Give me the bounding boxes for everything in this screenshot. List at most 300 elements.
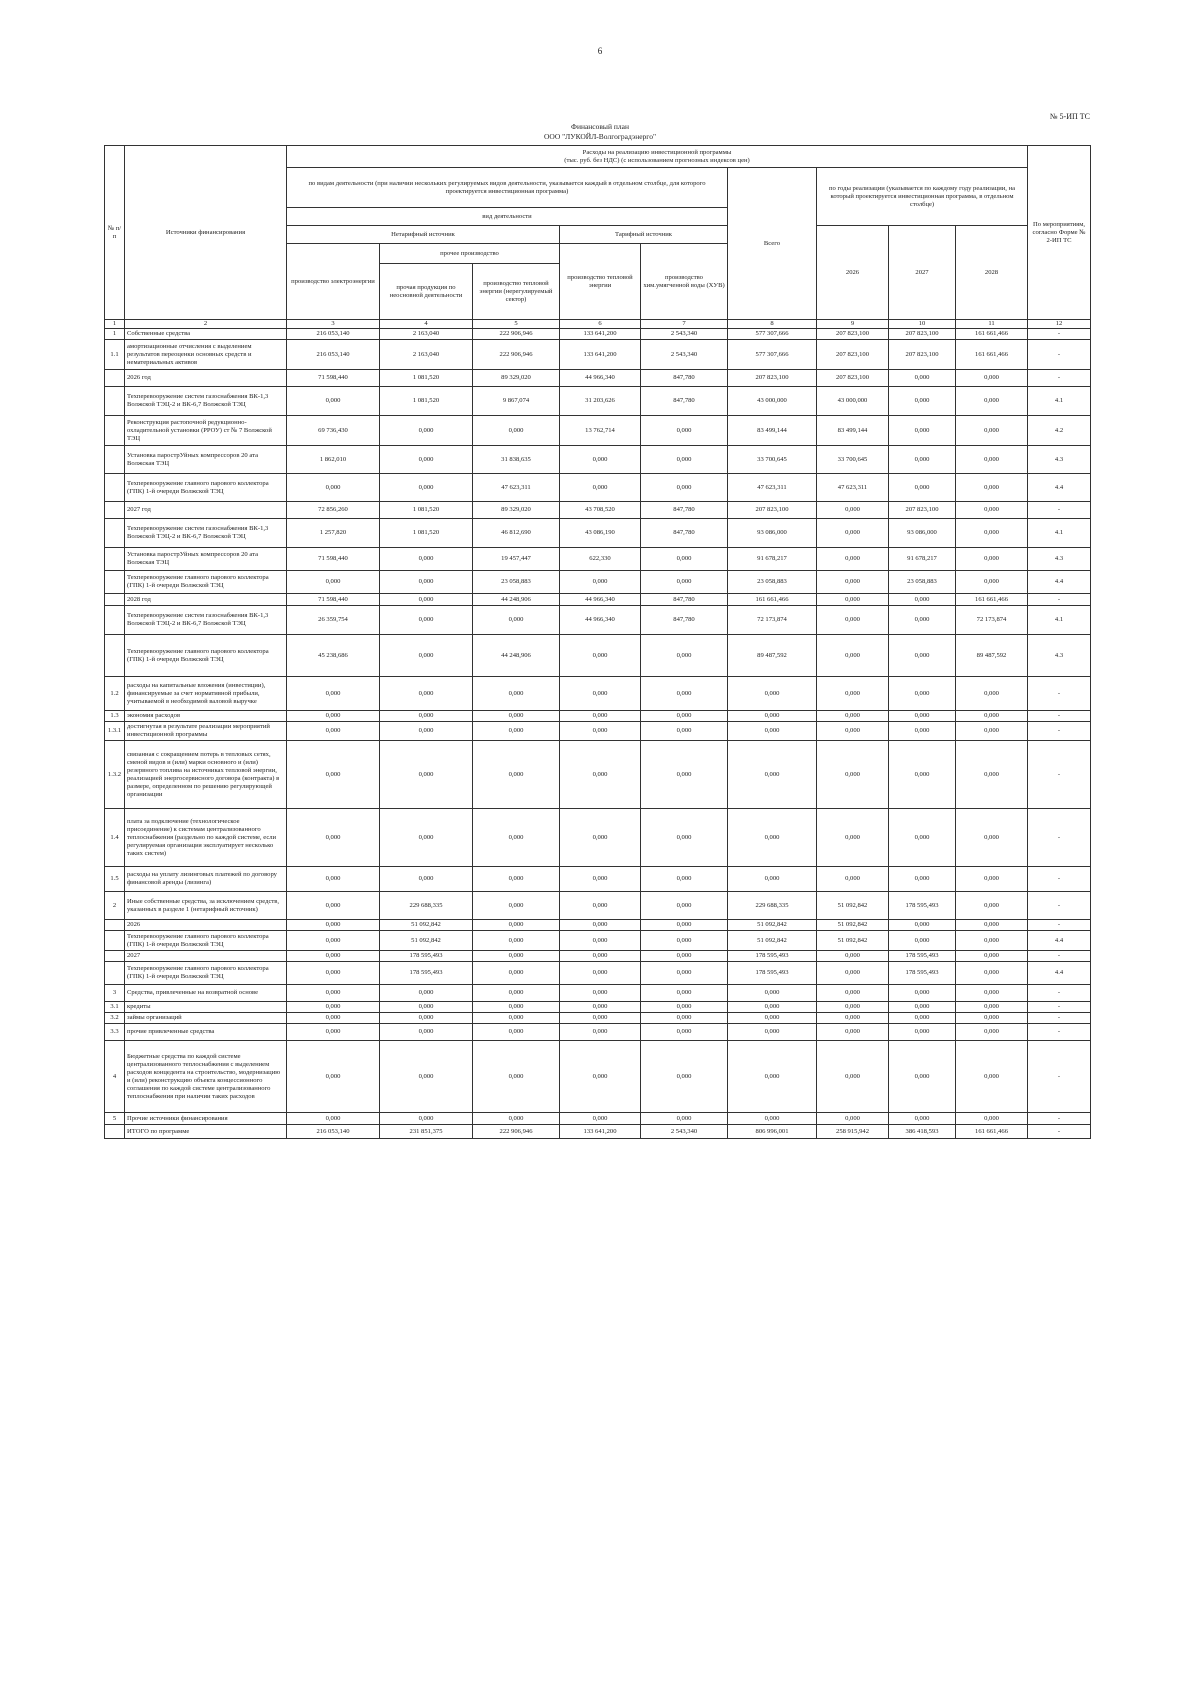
row-value: 0,000 xyxy=(889,1002,956,1013)
table-row xyxy=(105,962,1091,985)
row-value: 72 173,874 xyxy=(728,606,817,635)
row-value: 0,000 xyxy=(817,571,889,594)
table-row xyxy=(105,1113,1091,1125)
row-value: 0,000 xyxy=(956,722,1028,741)
row-value: 91 678,217 xyxy=(728,548,817,571)
row-value: 2 543,340 xyxy=(641,329,728,340)
row-number xyxy=(105,571,125,594)
row-value: 178 595,493 xyxy=(380,962,473,985)
table-row xyxy=(105,571,1091,594)
row-value: 2 543,340 xyxy=(641,340,728,370)
column-index-cell: 2 xyxy=(125,320,287,329)
row-value: 1 257,820 xyxy=(287,519,380,548)
row-value: 0,000 xyxy=(560,1013,641,1024)
row-value: 0,000 xyxy=(817,677,889,711)
row-value: 0,000 xyxy=(473,416,560,446)
row-value: 0,000 xyxy=(728,1013,817,1024)
row-measure-ref: - xyxy=(1028,741,1091,809)
row-value: 161 661,466 xyxy=(956,1125,1028,1139)
row-measure-ref: 4.3 xyxy=(1028,446,1091,474)
row-value: 258 915,942 xyxy=(817,1125,889,1139)
column-index-cell: 6 xyxy=(560,320,641,329)
row-value: 0,000 xyxy=(956,985,1028,1002)
row-value: 0,000 xyxy=(956,1113,1028,1125)
row-value: 0,000 xyxy=(889,809,956,867)
header-heat-unregulated: производство тепловой энергии (нерегулируемый сектор) xyxy=(473,264,560,320)
row-number: 3.3 xyxy=(105,1024,125,1041)
row-value: 231 851,375 xyxy=(380,1125,473,1139)
row-value: 0,000 xyxy=(380,416,473,446)
row-number xyxy=(105,502,125,519)
row-value: 51 092,842 xyxy=(817,892,889,920)
row-value: 0,000 xyxy=(287,931,380,951)
row-value: 0,000 xyxy=(641,1013,728,1024)
row-value: 0,000 xyxy=(287,1024,380,1041)
row-source: амортизационные отчисления с выделением результатов переоценки основных средств и нематериальных активов xyxy=(125,340,287,370)
row-measure-ref: - xyxy=(1028,329,1091,340)
row-source: Техперевооружение главного парового коллектора (ГПК) 1-й очереди Волжской ТЭЦ xyxy=(125,571,287,594)
row-value: 0,000 xyxy=(287,951,380,962)
row-value: 44 966,340 xyxy=(560,594,641,606)
row-measure-ref: - xyxy=(1028,677,1091,711)
row-value: 0,000 xyxy=(728,722,817,741)
row-value: 0,000 xyxy=(728,1041,817,1113)
column-index-row xyxy=(105,320,1091,329)
row-value: 1 081,520 xyxy=(380,502,473,519)
row-value: 0,000 xyxy=(287,1013,380,1024)
row-measure-ref: 4.2 xyxy=(1028,416,1091,446)
row-value: 0,000 xyxy=(560,677,641,711)
row-value: 51 092,842 xyxy=(817,931,889,951)
row-measure-ref: - xyxy=(1028,340,1091,370)
row-value: 43 000,000 xyxy=(817,387,889,416)
row-measure-ref: 4.4 xyxy=(1028,931,1091,951)
row-value: 847,780 xyxy=(641,606,728,635)
row-value: 178 595,493 xyxy=(728,951,817,962)
row-value: 0,000 xyxy=(641,1041,728,1113)
row-number: 1.5 xyxy=(105,867,125,892)
row-value: 0,000 xyxy=(560,446,641,474)
row-number xyxy=(105,370,125,387)
table-row xyxy=(105,387,1091,416)
row-value: 0,000 xyxy=(641,809,728,867)
row-value: 0,000 xyxy=(641,741,728,809)
row-value: 0,000 xyxy=(817,594,889,606)
row-source: Установка парострУйных компрессоров 20 ата Волжская ТЭЦ xyxy=(125,548,287,571)
row-value: 43 086,190 xyxy=(560,519,641,548)
row-value: 0,000 xyxy=(380,1041,473,1113)
row-value: 0,000 xyxy=(728,809,817,867)
row-value: 46 812,690 xyxy=(473,519,560,548)
row-source: связанная с сокращением потерь в тепловых сетях, сменой видов и (или) марки основного и (или) резервного топлива на источниках тепловой энергии, реализацией энергосервисного договора (контракта) в размере, определенном по решению регулирующей организации xyxy=(125,741,287,809)
row-value: 0,000 xyxy=(380,474,473,502)
row-value: 0,000 xyxy=(889,722,956,741)
row-value: 0,000 xyxy=(287,920,380,931)
row-measure-ref: - xyxy=(1028,370,1091,387)
row-value: 0,000 xyxy=(380,1024,473,1041)
row-value: 43 000,000 xyxy=(728,387,817,416)
row-value: 0,000 xyxy=(956,571,1028,594)
row-value: 0,000 xyxy=(380,446,473,474)
row-value: 222 906,946 xyxy=(473,329,560,340)
row-value: 0,000 xyxy=(956,711,1028,722)
table-row xyxy=(105,867,1091,892)
row-number xyxy=(105,548,125,571)
row-value: 0,000 xyxy=(956,892,1028,920)
row-value: 0,000 xyxy=(956,931,1028,951)
row-value: 847,780 xyxy=(641,387,728,416)
row-value: 0,000 xyxy=(473,711,560,722)
header-electricity: производство электроэнергии xyxy=(287,244,380,320)
table-row xyxy=(105,920,1091,931)
row-measure-ref: - xyxy=(1028,1125,1091,1139)
table-row xyxy=(105,370,1091,387)
row-value: 207 823,100 xyxy=(817,340,889,370)
row-value: 72 173,874 xyxy=(956,606,1028,635)
row-value: 0,000 xyxy=(287,474,380,502)
row-value: 0,000 xyxy=(817,722,889,741)
row-measure-ref: - xyxy=(1028,920,1091,931)
table-row xyxy=(105,329,1091,340)
row-value: 0,000 xyxy=(473,809,560,867)
row-value: 0,000 xyxy=(817,635,889,677)
header-other-production: прочее производство xyxy=(380,244,560,264)
table-row xyxy=(105,931,1091,951)
header-by-measures: По мероприятиям, согласно Форме № 2-ИП ТС xyxy=(1028,146,1091,320)
row-value: 0,000 xyxy=(560,711,641,722)
row-value: 222 906,946 xyxy=(473,340,560,370)
row-number xyxy=(105,446,125,474)
column-index-cell: 3 xyxy=(287,320,380,329)
row-value: 0,000 xyxy=(380,741,473,809)
row-value: 207 823,100 xyxy=(817,370,889,387)
row-value: 93 086,000 xyxy=(728,519,817,548)
row-value: 0,000 xyxy=(380,711,473,722)
row-value: 847,780 xyxy=(641,594,728,606)
row-number: 1.3.2 xyxy=(105,741,125,809)
row-value: 0,000 xyxy=(641,920,728,931)
row-value: 0,000 xyxy=(560,962,641,985)
row-value: 51 092,842 xyxy=(380,920,473,931)
row-value: 72 856,260 xyxy=(287,502,380,519)
header-tariff: Тарифный источник xyxy=(560,226,728,244)
row-value: 0,000 xyxy=(641,962,728,985)
row-value: 0,000 xyxy=(817,741,889,809)
row-value: 33 700,645 xyxy=(817,446,889,474)
row-value: 0,000 xyxy=(473,1013,560,1024)
row-value: 0,000 xyxy=(560,474,641,502)
row-measure-ref: - xyxy=(1028,711,1091,722)
table-row xyxy=(105,1041,1091,1113)
row-source: Техперевооружение главного парового коллектора (ГПК) 1-й очереди Волжской ТЭЦ xyxy=(125,474,287,502)
row-source: Техперевооружение главного парового коллектора (ГПК) 1-й очереди Волжской ТЭЦ xyxy=(125,635,287,677)
row-value: 0,000 xyxy=(380,809,473,867)
row-value: 0,000 xyxy=(287,741,380,809)
row-value: 51 092,842 xyxy=(380,931,473,951)
row-number xyxy=(105,416,125,446)
row-source: ИТОГО по программе xyxy=(125,1125,287,1139)
row-value: 0,000 xyxy=(473,892,560,920)
row-number: 1.1 xyxy=(105,340,125,370)
row-value: 0,000 xyxy=(641,548,728,571)
row-source: экономия расходов xyxy=(125,711,287,722)
row-value: 31 203,626 xyxy=(560,387,641,416)
row-number: 3 xyxy=(105,985,125,1002)
row-value: 0,000 xyxy=(728,1113,817,1125)
table-row xyxy=(105,416,1091,446)
row-value: 133 641,200 xyxy=(560,329,641,340)
row-value: 0,000 xyxy=(287,1002,380,1013)
row-value: 178 595,493 xyxy=(380,951,473,962)
row-measure-ref: 4.4 xyxy=(1028,474,1091,502)
row-source: Прочие источники финансирования xyxy=(125,1113,287,1125)
row-value: 0,000 xyxy=(380,1002,473,1013)
page-number: 6 xyxy=(597,46,603,56)
row-value: 0,000 xyxy=(560,809,641,867)
organization-name: ООО "ЛУКОЙЛ-Волгоградэнерго" xyxy=(543,132,657,141)
row-value: 0,000 xyxy=(287,711,380,722)
row-value: 0,000 xyxy=(956,446,1028,474)
row-value: 0,000 xyxy=(641,446,728,474)
row-value: 0,000 xyxy=(287,387,380,416)
row-value: 806 996,001 xyxy=(728,1125,817,1139)
header-heat-tariff: производство тепловой энергии xyxy=(560,244,641,320)
row-value: 19 457,447 xyxy=(473,548,560,571)
row-value: 0,000 xyxy=(889,867,956,892)
row-value: 207 823,100 xyxy=(728,502,817,519)
row-value: 2 163,040 xyxy=(380,340,473,370)
row-value: 0,000 xyxy=(641,677,728,711)
table-row xyxy=(105,635,1091,677)
row-measure-ref: - xyxy=(1028,722,1091,741)
row-value: 847,780 xyxy=(641,370,728,387)
row-number: 1.2 xyxy=(105,677,125,711)
header-non-tariff: Нетарифный источник xyxy=(287,226,560,244)
row-value: 44 966,340 xyxy=(560,370,641,387)
row-value: 0,000 xyxy=(889,677,956,711)
row-value: 0,000 xyxy=(956,370,1028,387)
header-no: № п/п xyxy=(105,146,125,320)
row-value: 0,000 xyxy=(473,1024,560,1041)
row-value: 89 487,592 xyxy=(956,635,1028,677)
column-index-cell: 9 xyxy=(817,320,889,329)
row-value: 0,000 xyxy=(473,1113,560,1125)
row-value: 0,000 xyxy=(287,1113,380,1125)
row-value: 2 163,040 xyxy=(380,329,473,340)
row-value: 71 598,440 xyxy=(287,370,380,387)
row-value: 89 329,020 xyxy=(473,370,560,387)
row-value: 847,780 xyxy=(641,519,728,548)
header-year-2026: 2026 xyxy=(817,226,889,320)
row-value: 0,000 xyxy=(956,920,1028,931)
row-value: 207 823,100 xyxy=(817,329,889,340)
row-source: Средства, привлеченные на возвратной основе xyxy=(125,985,287,1002)
header-source: Источники финансирования xyxy=(125,146,287,320)
row-value: 207 823,100 xyxy=(889,502,956,519)
row-measure-ref: - xyxy=(1028,892,1091,920)
row-value: 0,000 xyxy=(889,711,956,722)
title-block xyxy=(0,122,1200,142)
row-value: 0,000 xyxy=(889,606,956,635)
row-value: 178 595,493 xyxy=(889,892,956,920)
row-value: 178 595,493 xyxy=(889,951,956,962)
row-value: 0,000 xyxy=(560,1113,641,1125)
row-value: 0,000 xyxy=(473,741,560,809)
header-total: Всего xyxy=(728,168,817,320)
row-source: 2026 год xyxy=(125,370,287,387)
table-row xyxy=(105,892,1091,920)
row-value: 0,000 xyxy=(956,474,1028,502)
table-row xyxy=(105,446,1091,474)
row-value: 0,000 xyxy=(560,635,641,677)
row-value: 847,780 xyxy=(641,502,728,519)
table-row xyxy=(105,1013,1091,1024)
row-value: 0,000 xyxy=(473,920,560,931)
row-value: 0,000 xyxy=(956,1024,1028,1041)
row-measure-ref: 4.1 xyxy=(1028,387,1091,416)
table-row xyxy=(105,606,1091,635)
row-value: 207 823,100 xyxy=(889,329,956,340)
header-expenses-title: Расходы на реализацию инвестиционной программы xyxy=(582,148,732,156)
row-value: 44 248,906 xyxy=(473,635,560,677)
row-value: 0,000 xyxy=(287,677,380,711)
row-value: 13 762,714 xyxy=(560,416,641,446)
row-value: 0,000 xyxy=(889,635,956,677)
row-value: 0,000 xyxy=(380,867,473,892)
row-value: 0,000 xyxy=(287,722,380,741)
row-value: 0,000 xyxy=(287,962,380,985)
row-value: 0,000 xyxy=(889,370,956,387)
row-value: 0,000 xyxy=(287,867,380,892)
row-value: 0,000 xyxy=(380,677,473,711)
row-value: 229 688,335 xyxy=(728,892,817,920)
row-number xyxy=(105,920,125,931)
header-by-years: по годы реализации (указывается по каждому году реализации, на который проектируется инвестиционная программа, в отдельном столбце) xyxy=(817,168,1028,226)
row-value: 0,000 xyxy=(956,809,1028,867)
row-value: 222 906,946 xyxy=(473,1125,560,1139)
row-number xyxy=(105,931,125,951)
row-value: 0,000 xyxy=(560,722,641,741)
row-value: 0,000 xyxy=(956,962,1028,985)
table-row xyxy=(105,594,1091,606)
row-value: 51 092,842 xyxy=(728,931,817,951)
row-value: 93 086,000 xyxy=(889,519,956,548)
row-value: 71 598,440 xyxy=(287,548,380,571)
row-value: 47 623,311 xyxy=(817,474,889,502)
row-source: Техперевооружение систем газоснабжения ВК-1,3 Волжской ТЭЦ-2 и ВК-6,7 Волжской ТЭЦ xyxy=(125,387,287,416)
row-value: 43 708,520 xyxy=(560,502,641,519)
row-value: 0,000 xyxy=(560,1002,641,1013)
row-value: 1 081,520 xyxy=(380,370,473,387)
row-value: 0,000 xyxy=(956,951,1028,962)
header-year-2028: 2028 xyxy=(956,226,1028,320)
row-source: Техперевооружение систем газоснабжения ВК-1,3 Волжской ТЭЦ-2 и ВК-6,7 Волжской ТЭЦ xyxy=(125,519,287,548)
row-measure-ref: - xyxy=(1028,502,1091,519)
column-index-cell: 1 xyxy=(105,320,125,329)
column-index-cell: 4 xyxy=(380,320,473,329)
form-number: № 5-ИП ТС xyxy=(1049,112,1090,121)
row-value: 0,000 xyxy=(889,446,956,474)
row-value: 216 053,140 xyxy=(287,329,380,340)
row-number: 1.3.1 xyxy=(105,722,125,741)
row-value: 9 867,074 xyxy=(473,387,560,416)
row-source: Установка парострУйных компрессоров 20 ата Волжская ТЭЦ xyxy=(125,446,287,474)
row-source: расходы на уплату лизинговых платежей по договору финансовой аренды (лизинга) xyxy=(125,867,287,892)
row-measure-ref: - xyxy=(1028,1002,1091,1013)
row-value: 0,000 xyxy=(817,1002,889,1013)
row-measure-ref: - xyxy=(1028,951,1091,962)
row-value: 0,000 xyxy=(889,931,956,951)
row-source: расходы на капитальные вложения (инвестиции), финансируемые за счет нормативной прибыли, учитываемой в необходимой валовой выручке xyxy=(125,677,287,711)
row-value: 0,000 xyxy=(473,1002,560,1013)
row-value: 161 661,466 xyxy=(956,340,1028,370)
row-value: 0,000 xyxy=(817,1024,889,1041)
row-value: 0,000 xyxy=(380,722,473,741)
header-expenses xyxy=(287,146,1028,168)
row-value: 0,000 xyxy=(889,1041,956,1113)
row-value: 0,000 xyxy=(560,920,641,931)
row-value: 0,000 xyxy=(728,985,817,1002)
row-value: 0,000 xyxy=(956,741,1028,809)
row-value: 386 418,593 xyxy=(889,1125,956,1139)
row-value: 0,000 xyxy=(817,962,889,985)
row-measure-ref: - xyxy=(1028,867,1091,892)
row-number xyxy=(105,951,125,962)
row-value: 216 053,140 xyxy=(287,1125,380,1139)
row-value: 0,000 xyxy=(728,741,817,809)
header-expenses-unit: (тыс. руб. без НДС) (с использованием прогнозных индексов цен) xyxy=(564,156,750,164)
row-value: 178 595,493 xyxy=(889,962,956,985)
row-value: 0,000 xyxy=(641,931,728,951)
row-value: 0,000 xyxy=(287,571,380,594)
row-value: 178 595,493 xyxy=(728,962,817,985)
row-value: 0,000 xyxy=(889,985,956,1002)
row-value: 0,000 xyxy=(560,1041,641,1113)
row-value: 0,000 xyxy=(889,474,956,502)
row-value: 0,000 xyxy=(380,606,473,635)
row-value: 0,000 xyxy=(287,892,380,920)
table-body xyxy=(105,329,1091,1139)
table-row xyxy=(105,951,1091,962)
row-source: кредиты xyxy=(125,1002,287,1013)
row-source: займы организаций xyxy=(125,1013,287,1024)
document-title: Финансовый план xyxy=(571,122,629,131)
row-value: 0,000 xyxy=(728,677,817,711)
table-row xyxy=(105,1125,1091,1139)
row-value: 0,000 xyxy=(560,985,641,1002)
row-value: 31 838,635 xyxy=(473,446,560,474)
row-value: 577 307,666 xyxy=(728,340,817,370)
row-value: 69 736,430 xyxy=(287,416,380,446)
row-value: 0,000 xyxy=(817,809,889,867)
row-value: 89 487,592 xyxy=(728,635,817,677)
row-value: 0,000 xyxy=(817,519,889,548)
header-other-products: прочая продукция по неосновной деятельности xyxy=(380,264,473,320)
row-value: 0,000 xyxy=(380,1113,473,1125)
row-value: 44 248,906 xyxy=(473,594,560,606)
column-index-cell: 11 xyxy=(956,320,1028,329)
row-value: 2 543,340 xyxy=(641,1125,728,1139)
row-source: Иные собственные средства, за исключением средств, указанных в разделе 1 (нетарифный источник) xyxy=(125,892,287,920)
table-row xyxy=(105,1002,1091,1013)
row-value: 0,000 xyxy=(889,1013,956,1024)
row-value: 0,000 xyxy=(817,502,889,519)
row-value: 23 058,883 xyxy=(889,571,956,594)
row-value: 0,000 xyxy=(956,1013,1028,1024)
row-value: 0,000 xyxy=(641,1002,728,1013)
table-row xyxy=(105,809,1091,867)
row-value: 0,000 xyxy=(817,1041,889,1113)
